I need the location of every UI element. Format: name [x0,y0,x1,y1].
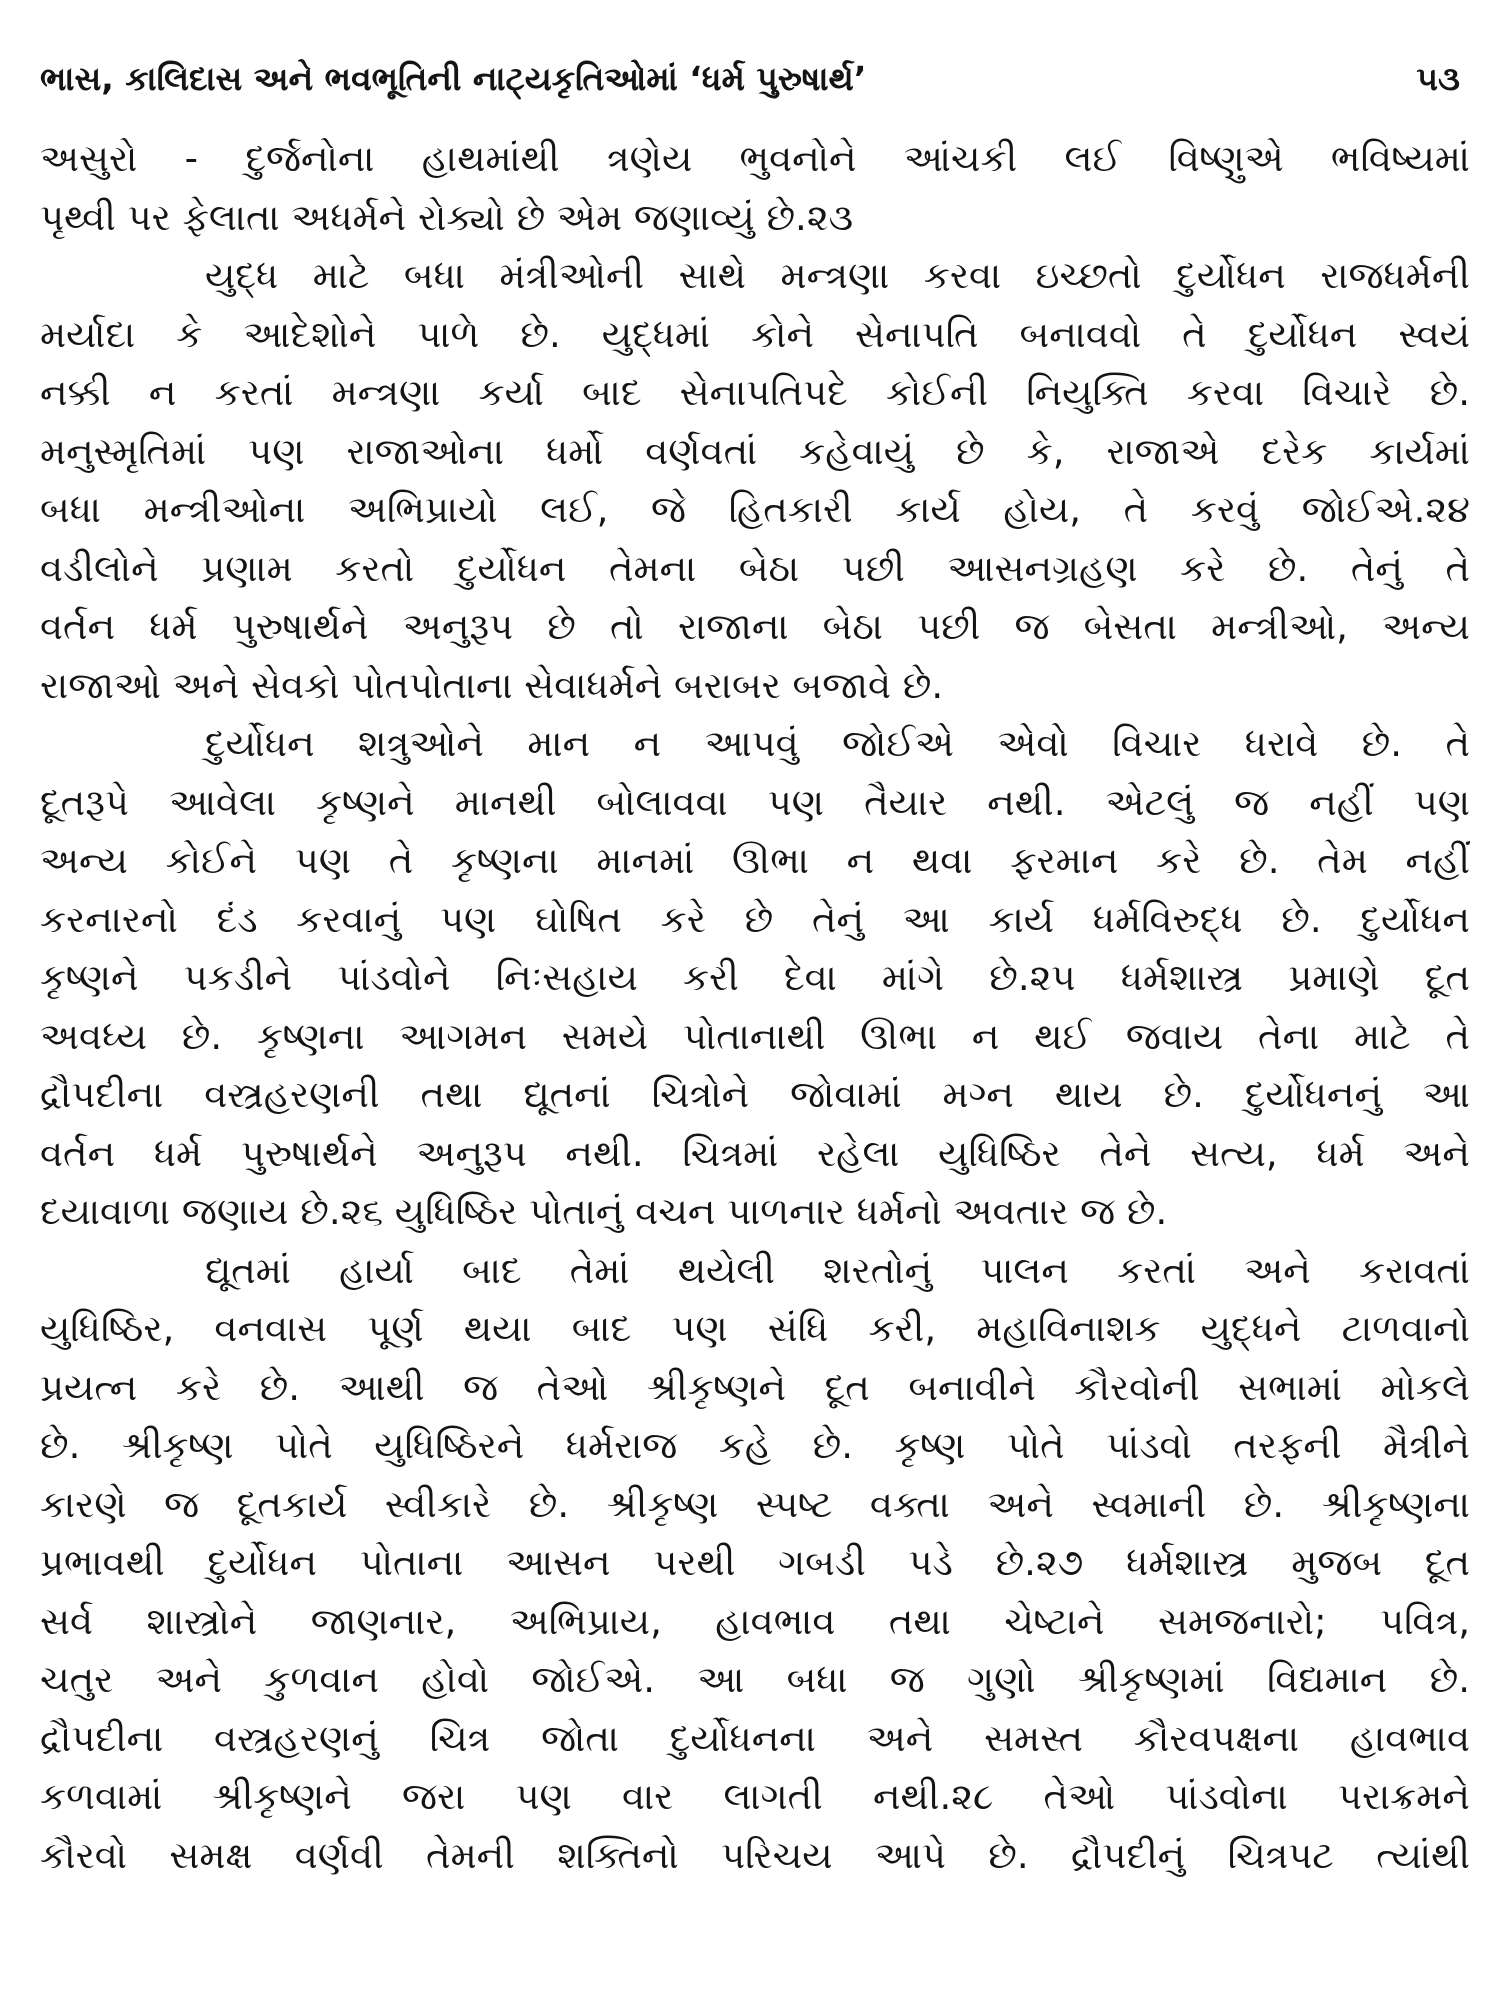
text-line-11: દુર્યોધન શત્રુઓને માન ન આપવું જોઈએ એવો વિચાર ધરાવે છે. તે [205,722,1470,765]
text-line-24: કારણે જ દૂતકાર્ય સ્વીકારે છે. શ્રીકૃષ્ણ સ્પષ્ટ વક્તા અને સ્વમાની છે. શ્રીકૃષ્ણના [40,1482,1470,1526]
text-line-29: કળવામાં શ્રીકૃષ્ણને જરા પણ વાર લાગતી નથી.૨૮ તેઓ પાંડવોના પરાક્રમને [40,1775,1470,1818]
text-line-27: ચતુર અને કુળવાન હોવો જોઈએ. આ બધા જ ગુણો શ્રીકૃષ્ણમાં વિદ્યમાન છે. [40,1658,1470,1701]
body-text [40,130,1470,1885]
text-line-8: વડીલોને પ્રણામ કરતો દુર્યોધન તેમના બેઠા પછી આસનગ્રહણ કરે છે. તેનું તે [40,546,1470,590]
text-line-6: મનુસ્મૃતિમાં પણ રાજાઓના ધર્મો વર્ણવતાં કહેવાયું છે કે, રાજાએ દરેક કાર્યમાં [40,429,1470,473]
text-line-15: કૃષ્ણને પકડીને પાંડવોને નિઃસહાય કરી દેવા માંગે છે.૨૫ ધર્મશાસ્ત્ર પ્રમાણે દૂત [40,956,1470,999]
text-line-17: દ્રૌપદીના વસ્ત્રહરણની તથા દ્યૂતનાં ચિત્રોને જોવામાં મગ્ન થાય છે. દુર્યોધનનું આ [40,1073,1470,1116]
page-number: ૫૩ [1416,59,1460,98]
text-line-13: અન્ય કોઈને પણ તે કૃષ્ણના માનમાં ઊભા ન થવા ફરમાન કરે છે. તેમ નહીં [40,839,1470,882]
text-line-7: બધા મન્ત્રીઓના અભિપ્રાયો લઈ, જે હિતકારી કાર્ય હોય, તે કરવું જોઈએ.૨૪ [40,488,1470,531]
text-line-20: દ્યૂતમાં હાર્યા બાદ તેમાં થયેલી શરતોનું પાલન કરતાં અને કરાવતાં [205,1248,1470,1292]
text-line-9: વર્તન ધર્મ પુરુષાર્થને અનુરૂપ છે તો રાજાના બેઠા પછી જ બેસતા મન્ત્રીઓ, અન્ય [40,605,1470,648]
text-line-12: દૂતરૂપે આવેલા કૃષ્ણને માનથી બોલાવવા પણ તૈયાર નથી. એટલું જ નહીં પણ [40,780,1470,824]
text-line-3: યુદ્ધ માટે બધા મંત્રીઓની સાથે મન્ત્રણા કરવા ઇચ્છતો દુર્યોધન રાજધર્મની [205,254,1470,297]
text-line-4: મર્યાદા કે આદેશોને પાળે છે. યુદ્ધમાં કોને સેનાપતિ બનાવવો તે દુર્યોધન સ્વયં [40,312,1470,356]
text-line-26: સર્વ શાસ્ત્રોને જાણનાર, અભિપ્રાય, હાવભાવ તથા ચેષ્ટાને સમજનારો; પવિત્ર, [40,1599,1470,1643]
text-line-2: પૃથ્વી પર ફેલાતા અધર્મને રોક્યો છે એમ જણાવ્યું છે.૨૩ [40,195,854,239]
text-line-23: છે. શ્રીકૃષ્ણ પોતે યુધિષ્ઠિરને ધર્મરાજ કહે છે. કૃષ્ણ પોતે પાંડવો તરફની મૈત્રીને [40,1424,1470,1467]
text-line-5: નક્કી ન કરતાં મન્ત્રણા કર્યા બાદ સેનાપતિપદે કોઈની નિયુક્તિ કરવા વિચારે છે. [40,371,1470,414]
text-line-28: દ્રૌપદીના વસ્ત્રહરણનું ચિત્ર જોતા દુર્યોધનના અને સમસ્ત કૌરવપક્ષના હાવભાવ [40,1716,1470,1760]
text-line-21: યુધિષ્ઠિર, વનવાસ પૂર્ણ થયા બાદ પણ સંધિ કરી, મહાવિનાશક યુદ્ધને ટાળવાનો [40,1307,1470,1350]
text-line-18: વર્તન ધર્મ પુરુષાર્થને અનુરૂપ નથી. ચિત્રમાં રહેલા યુધિષ્ઠિર તેને સત્ય, ધર્મ અને [40,1131,1470,1175]
text-line-10: રાજાઓ અને સેવકો પોતપોતાના સેવાધર્મને બરાબર બજાવે છે. [40,663,944,707]
text-line-22: પ્રયત્ન કરે છે. આથી જ તેઓ શ્રીકૃષ્ણને દૂત બનાવીને કૌરવોની સભામાં મોકલે [40,1365,1470,1409]
text-line-25: પ્રભાવથી દુર્યોધન પોતાના આસન પરથી ગબડી પડે છે.૨૭ ધર્મશાસ્ત્ર મુજબ દૂત [40,1541,1470,1584]
text-line-16: અવધ્ય છે. કૃષ્ણના આગમન સમયે પોતાનાથી ઊભા ન થઈ જવાય તેના માટે તે [40,1014,1470,1058]
text-line-14: કરનારનો દંડ કરવાનું પણ ઘોષિત કરે છે તેનું આ કાર્ય ધર્મવિરુદ્ધ છે. દુર્યોધન [40,897,1470,941]
header-title: ભાસ, કાલિદાસ અને ભવભૂતિની નાટ્યકૃતિઓમાં ‘ધર્મ પુરુષાર્થ’ [40,59,867,98]
text-line-1: અસુરો - દુર્જનોના હાથમાંથી ત્રણેય ભુવનોને આંચકી લઈ વિષ્ણુએ ભવિષ્યમાં [40,137,1470,180]
running-header [40,50,1470,108]
text-line-19: દયાવાળા જણાય છે.૨૬ યુધિષ્ઠિર પોતાનું વચન પાળનાર ધર્મનો અવતાર જ છે. [40,1190,1168,1233]
text-line-30: કૌરવો સમક્ષ વર્ણવી તેમની શક્તિનો પરિચય આપે છે. દ્રૌપદીનું ચિત્રપટ ત્યાંથી [40,1833,1470,1877]
